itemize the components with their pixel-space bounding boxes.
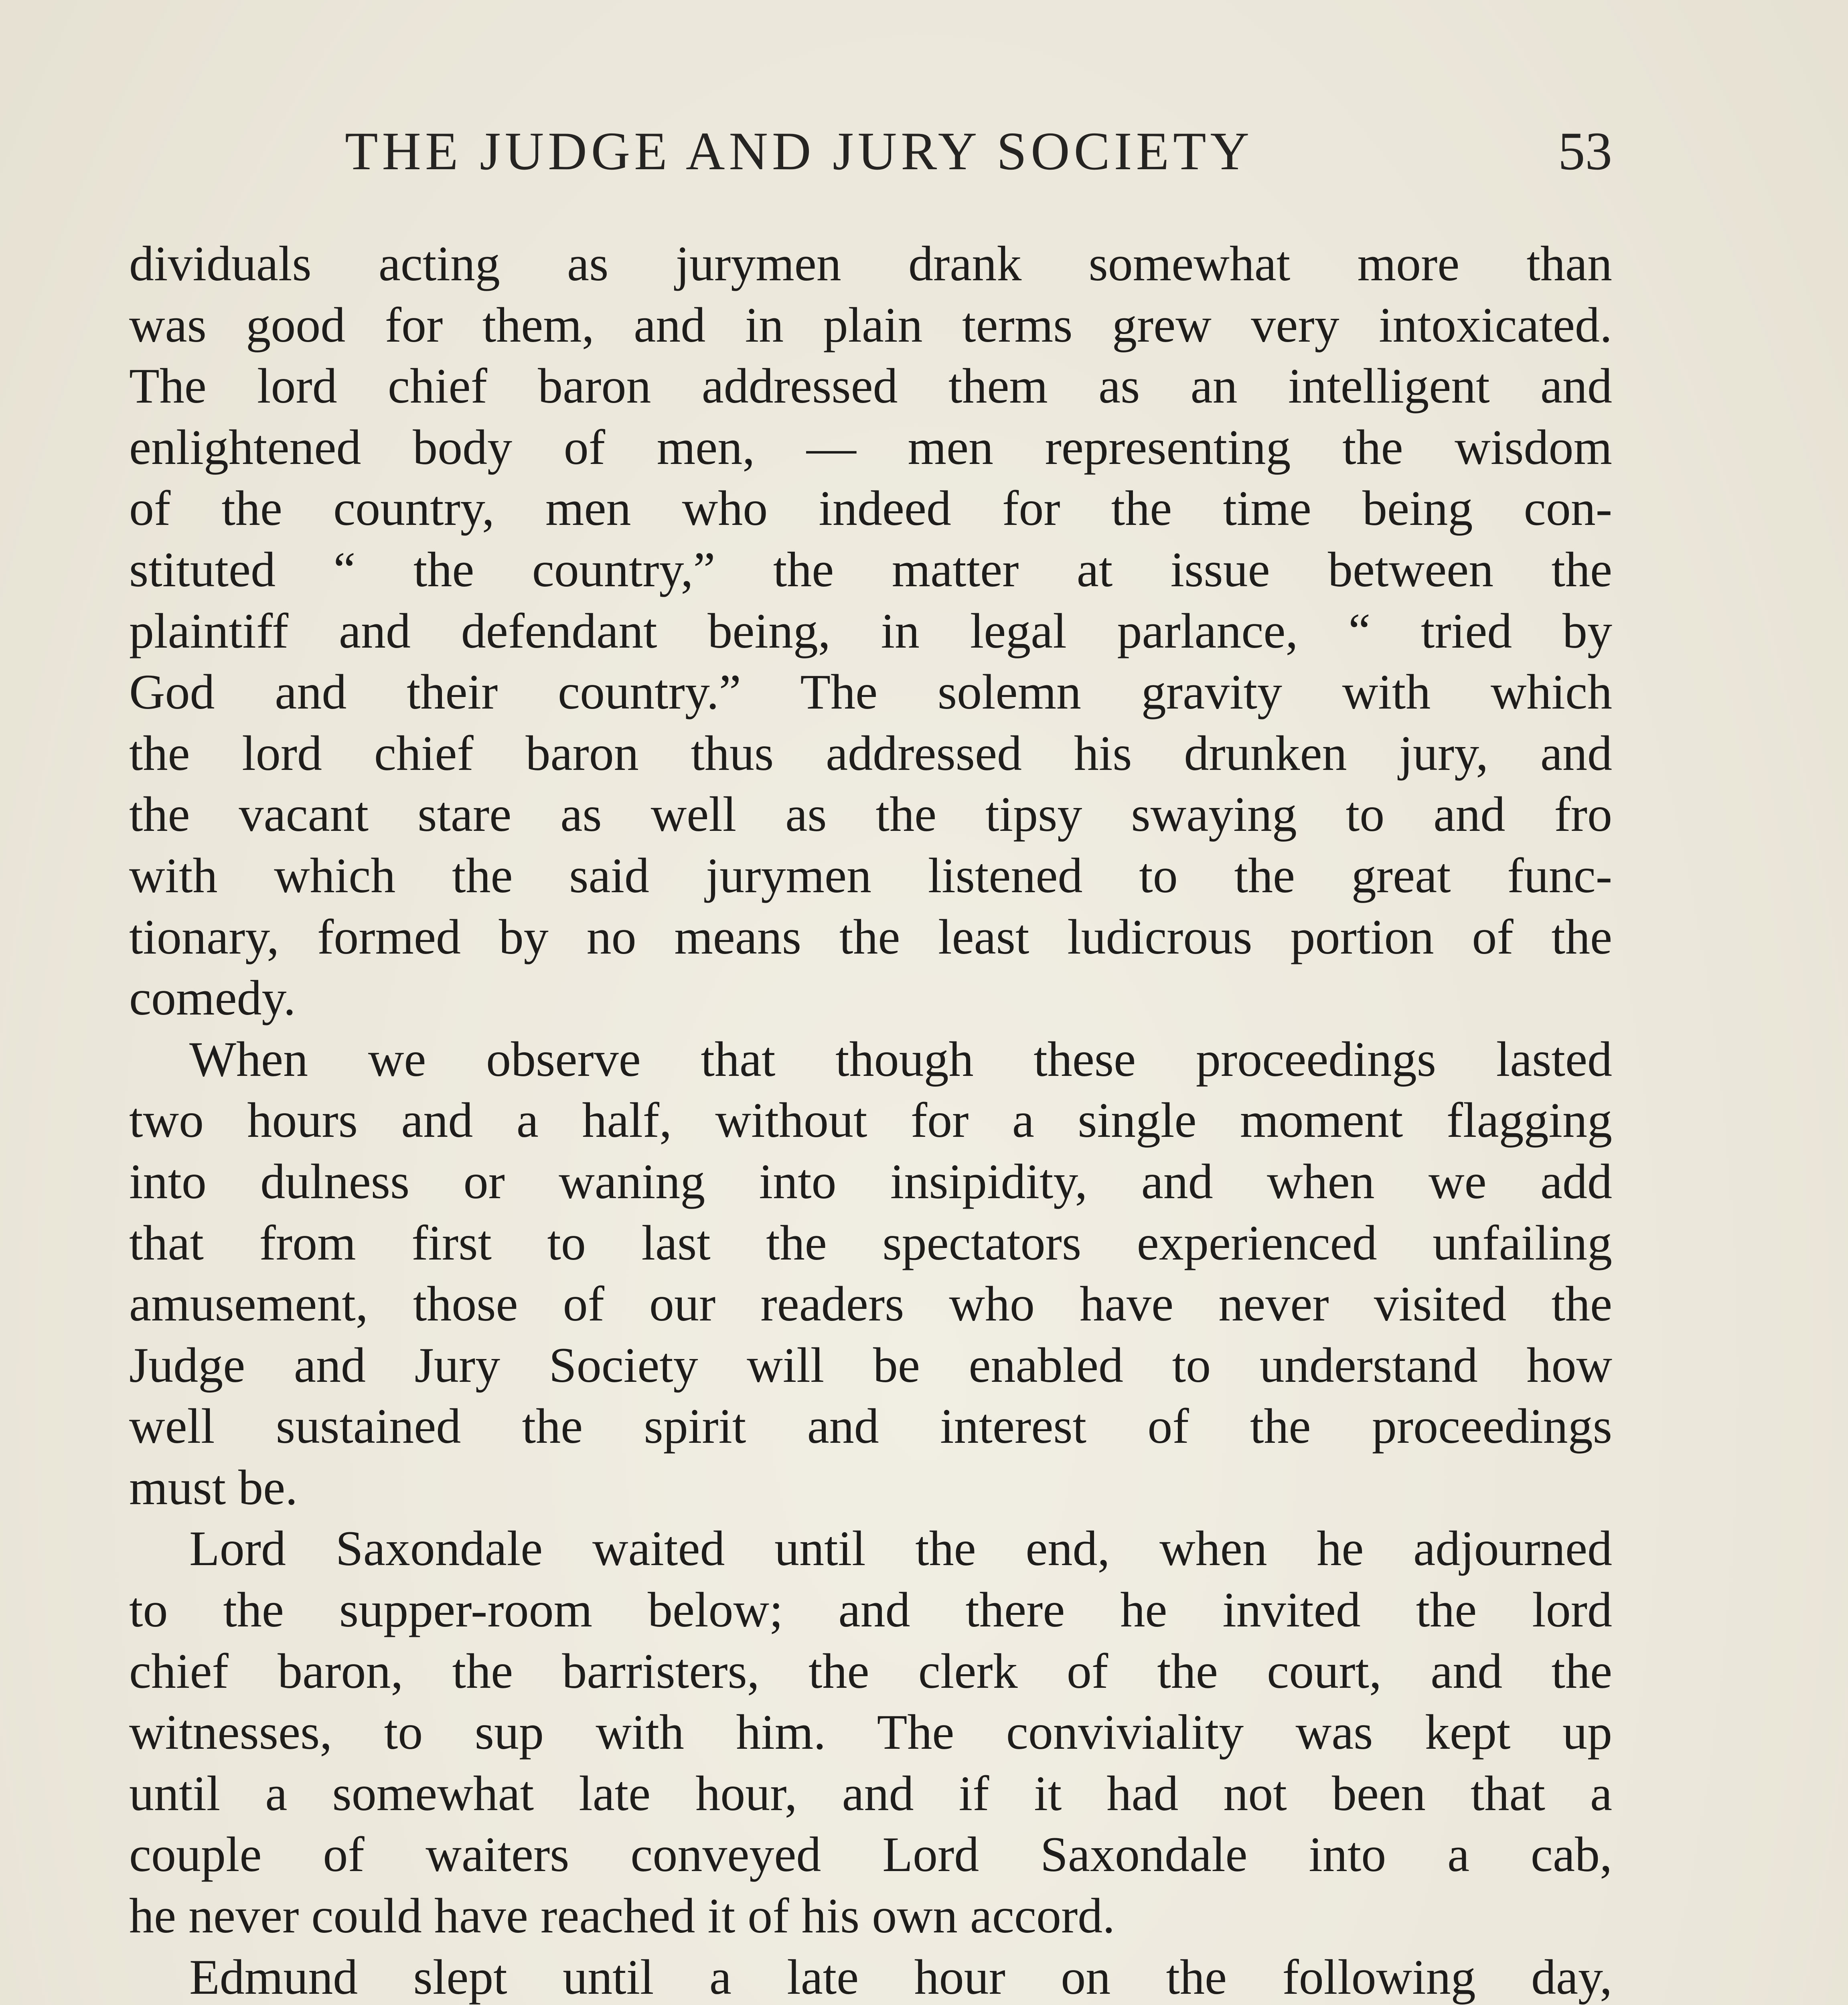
text-line: tionary, formed by no means the least ludicrous portion of the: [129, 909, 1612, 964]
text-line: stituted “ the country,” the matter at issue between the: [129, 542, 1612, 597]
running-header: [129, 120, 1612, 192]
text-line: well sustained the spirit and interest of the proceedings: [129, 1399, 1612, 1454]
paragraph-start-line: Lord Saxondale waited until the end, when he adjourned: [189, 1521, 1612, 1576]
text-line: with which the said jurymen listened to the great func-: [129, 848, 1612, 903]
text-line: until a somewhat late hour, and if it had not been that a: [129, 1766, 1612, 1821]
text-line: to the supper-room below; and there he invited the lord: [129, 1582, 1612, 1638]
text-line: the lord chief baron thus addressed his drunken jury, and: [129, 725, 1612, 781]
text-line: chief baron, the barristers, the clerk of the court, and the: [129, 1643, 1612, 1699]
text-line: The lord chief baron addressed them as an intelligent and: [129, 358, 1612, 414]
text-line: was good for them, and in plain terms grew very intoxicated.: [129, 297, 1612, 352]
paragraph-start-line: When we observe that though these proceedings lasted: [189, 1031, 1612, 1087]
text-line: two hours and a half, without for a single moment flagging: [129, 1093, 1612, 1148]
paragraph-end-line: must be.: [129, 1460, 298, 1515]
paragraph-start-line: Edmund slept until a late hour on the following day,: [189, 1949, 1612, 2005]
text-line: dividuals acting as jurymen drank somewhat more than: [129, 236, 1612, 291]
text-line: enlightened body of men, — men representing the wisdom: [129, 419, 1612, 475]
text-line: of the country, men who indeed for the time being con-: [129, 481, 1612, 536]
text-line: amusement, those of our readers who have never visited the: [129, 1276, 1612, 1332]
text-line: into dulness or waning into insipidity, and when we add: [129, 1154, 1612, 1209]
paragraph-end-line: he never could have reached it of his own accord.: [129, 1888, 1115, 1944]
text-line: that from first to last the spectators experienced unfailing: [129, 1215, 1612, 1270]
text-line: plaintiff and defendant being, in legal parlance, “ tried by: [129, 603, 1612, 658]
text-line: witnesses, to sup with him. The conviviality was kept up: [129, 1705, 1612, 1760]
text-line: the vacant stare as well as the tipsy swaying to and fro: [129, 787, 1612, 842]
text-line: couple of waiters conveyed Lord Saxondale into a cab,: [129, 1827, 1612, 1882]
running-title: THE JUDGE AND JURY SOCIETY: [345, 122, 1254, 181]
body-text: [129, 233, 1612, 2005]
paragraph-end-line: comedy.: [129, 970, 296, 1026]
text-line: Judge and Jury Society will be enabled to understand how: [129, 1337, 1612, 1393]
text-line: God and their country.” The solemn gravity with which: [129, 664, 1612, 720]
page-number: 53: [1558, 122, 1612, 181]
